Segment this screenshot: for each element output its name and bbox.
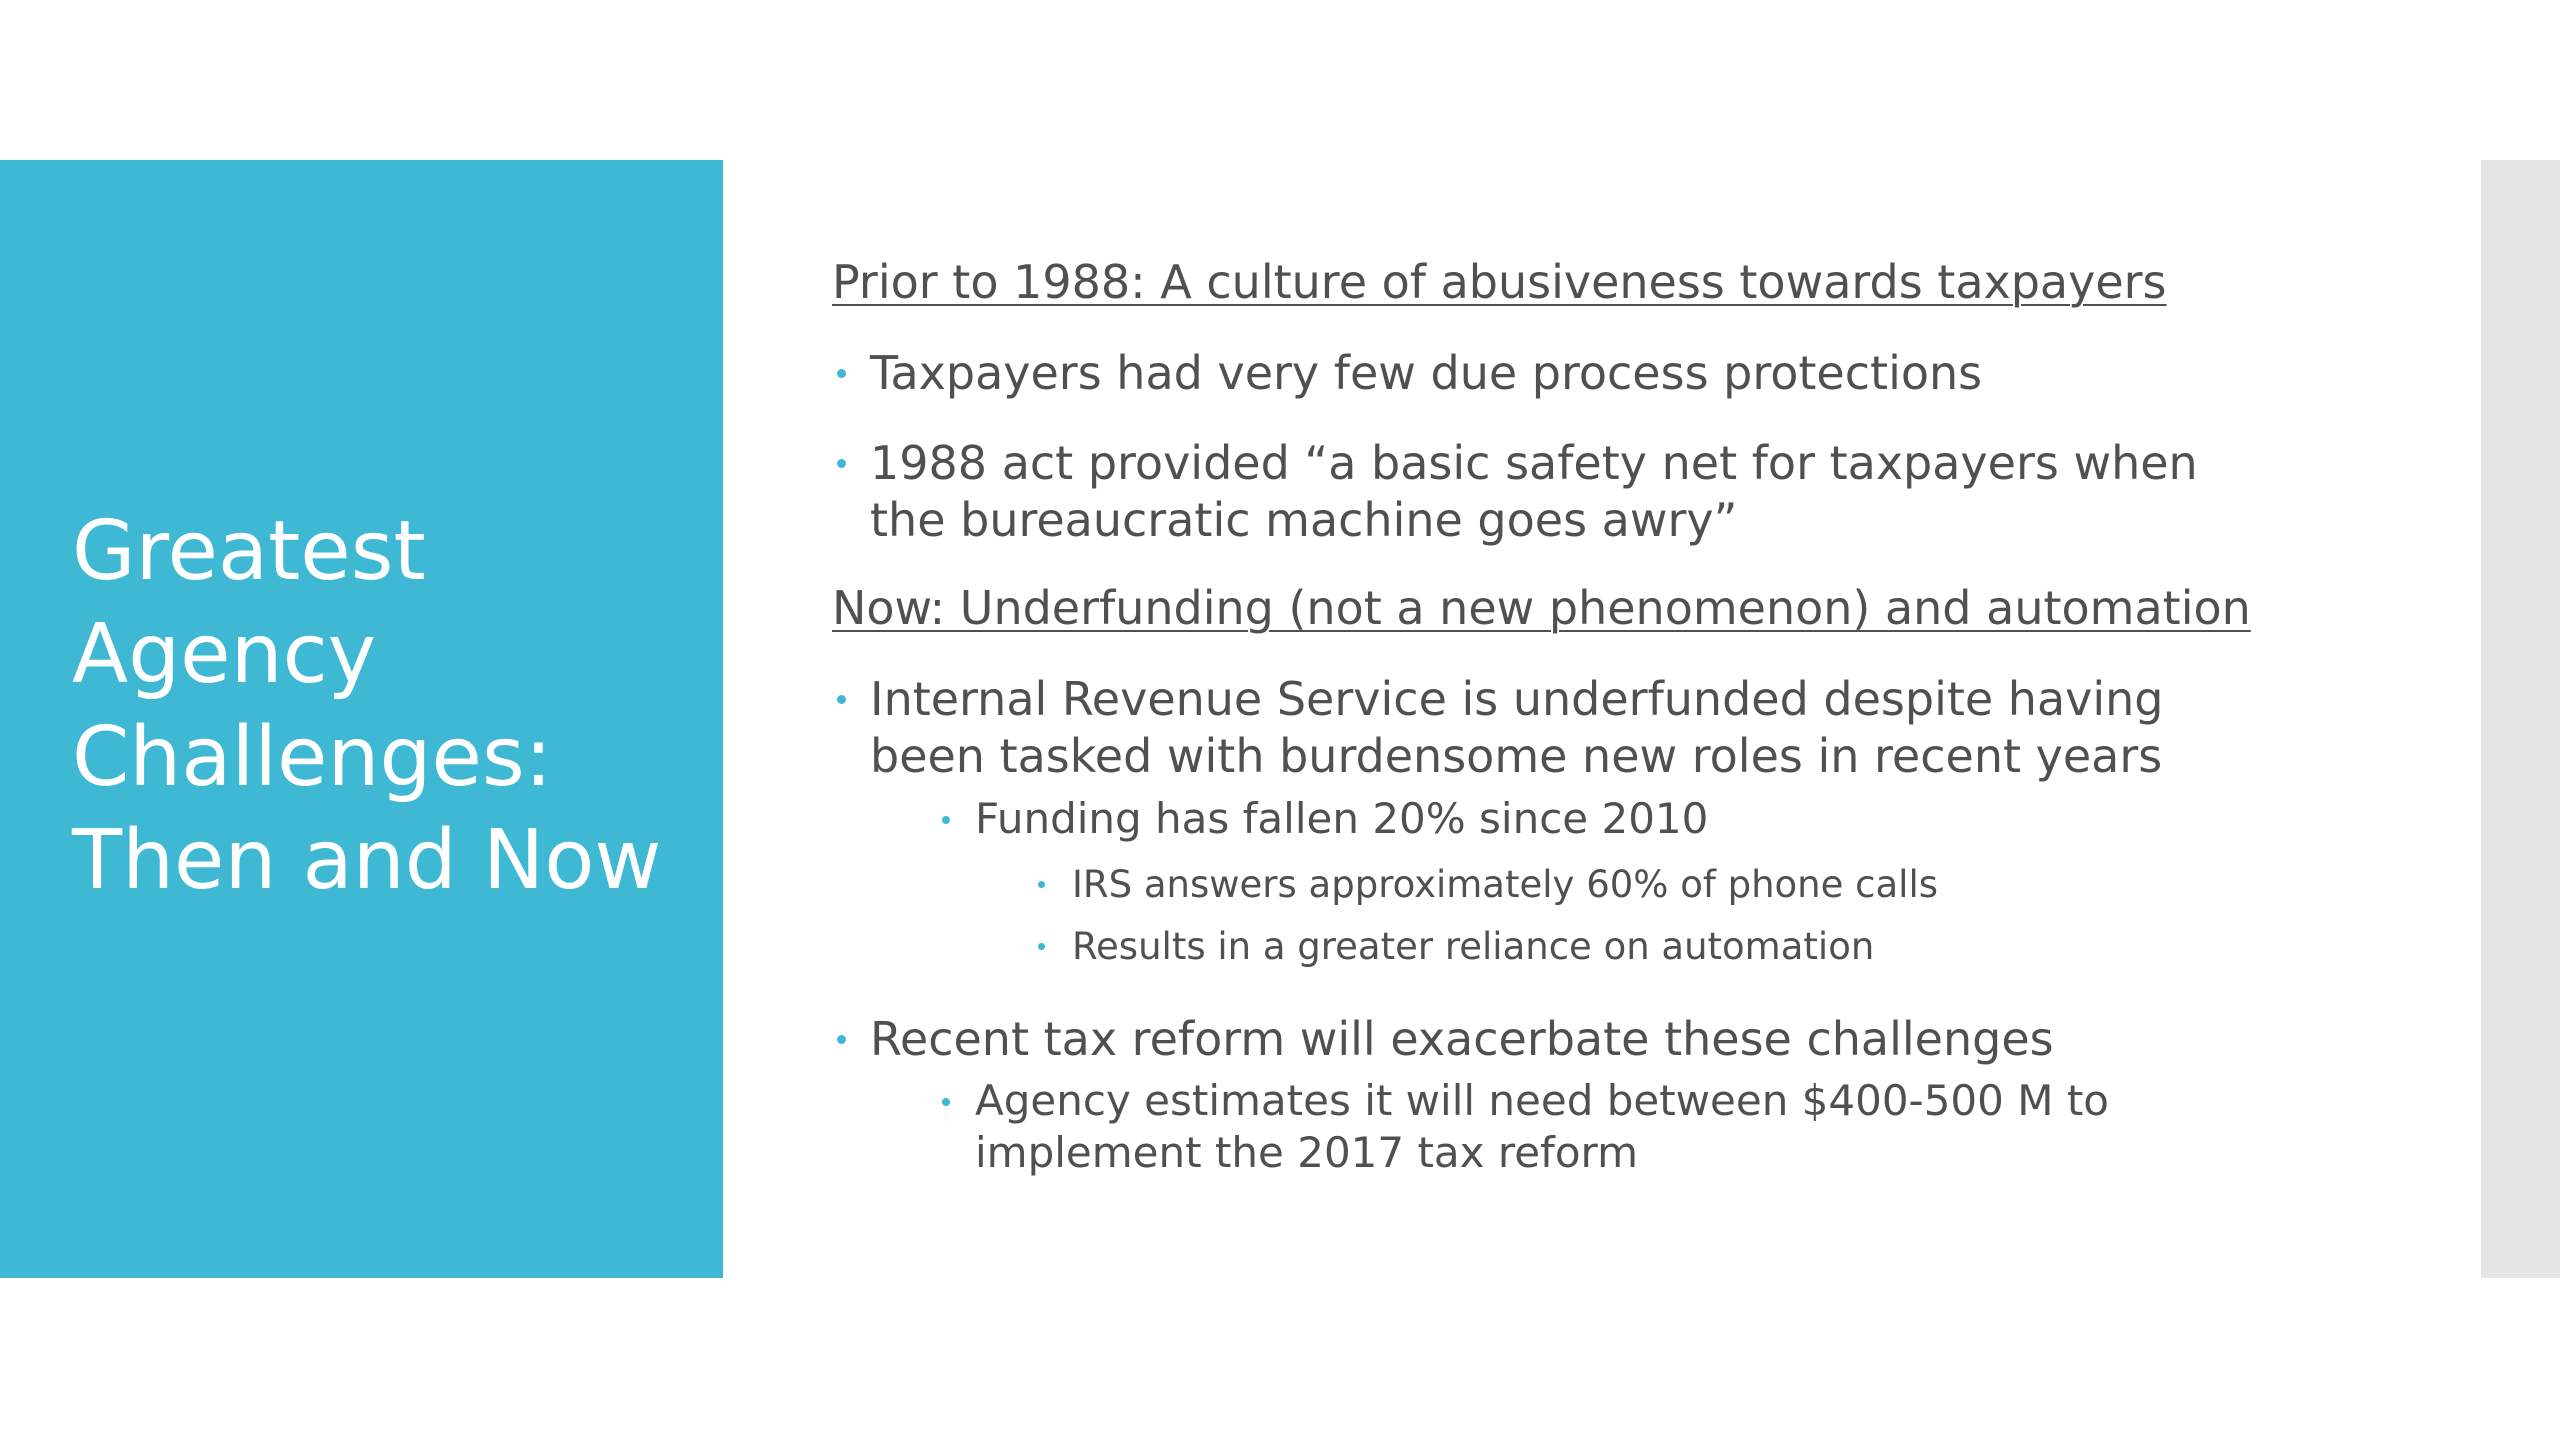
bullet-icon	[837, 1035, 846, 1044]
bullet-icon	[837, 695, 846, 704]
bullet-item: 1988 act provided “a basic safety net for taxpayers when the bureaucratic machine goes awry”	[870, 436, 2198, 547]
bullet-icon	[837, 459, 846, 468]
sub-sub-bullet-icon	[1038, 881, 1045, 888]
sub-bullet-item: Funding has fallen 20% since 2010	[975, 794, 1709, 843]
bullet-item: Internal Revenue Service is underfunded despite having been tasked with burdensome new roles in recent years	[870, 672, 2164, 783]
sub-sub-bullet-icon	[1038, 943, 1045, 950]
sub-bullet-icon	[942, 816, 950, 824]
bullet-item: Taxpayers had very few due process protections	[870, 346, 1983, 400]
title-line: Then and Now	[72, 813, 662, 908]
section-heading-now: Now: Underfunding (not a new phenomenon) and automation	[832, 581, 2251, 635]
title-line: Agency	[72, 607, 377, 702]
section-heading-prior-1988: Prior to 1988: A culture of abusiveness towards taxpayers	[832, 255, 2167, 309]
sub-bullet-icon	[942, 1098, 950, 1106]
sub-bullet-item: Agency estimates it will need between $400-500 M to implement the 2017 tax reform	[975, 1076, 2109, 1177]
bullet-icon	[837, 369, 846, 378]
slide-title	[72, 500, 692, 912]
bullet-item: Recent tax reform will exacerbate these challenges	[870, 1012, 2054, 1066]
side-accent-strip	[2481, 160, 2560, 1278]
title-line: Challenges:	[72, 710, 553, 805]
sub-sub-bullet-item: Results in a greater reliance on automation	[1072, 925, 1875, 968]
sub-sub-bullet-item: IRS answers approximately 60% of phone calls	[1072, 863, 1939, 906]
title-line: Greatest	[72, 504, 426, 599]
